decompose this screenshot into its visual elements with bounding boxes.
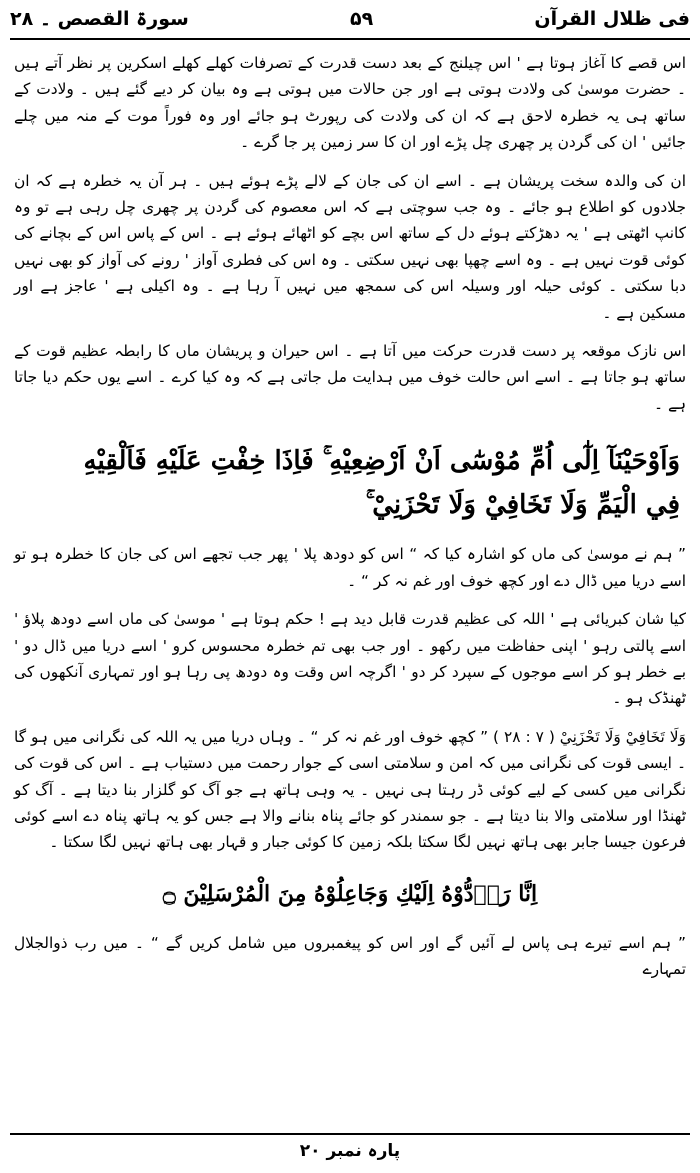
page-number: ۵۹ [350,8,374,30]
page-body [14,50,686,995]
paragraph-2: ان کی والدہ سخت پریشان ہے ۔ اسے ان کی جان کے لالے پڑے ہوئے ہیں ۔ ہر آن یہ خطرہ ہے کہ ان جلادوں کو اطلاع ہو جائے ۔ وہ جب سوچتی ہے کہ اس معصوم کی گردن پر چھری چل رہی ہے تو وہ کانپ اٹھتی ہے ' یہ دھڑکتے ہوئے دل کے ساتھ اس بچے کو اٹھائے ہوئے ہے ۔ اس کے پاس اس کے بچانے کی کوئی قوت نہیں ہے ۔ وہ اسے چھپا بھی نہیں سکتی ۔ وہ اس کی فطری آواز ' رونے کی آواز کو بھی نہیں دبا سکتی ۔ کوئی حیلہ اور وسیلہ اس کی سمجھ میں نہیں آ رہا ہے ۔ وہ اکیلی ہے ' عاجز ہے اور مسکین ہے ۔ [14,171,686,322]
footer-divider [10,1133,690,1135]
paragraph-3: اس نازک موقعہ پر دست قدرت حرکت میں آتا ہے ۔ اس حیران و پریشان ماں کا رابطہ عظیم قوت کے ساتھ ہو جاتا ہے ۔ اسے اس حالت خوف میں ہدایت مل جاتی ہے کہ وہ کیا کرے ۔ اسے یوں حکم دیا جاتا ہے ۔ [14,342,686,413]
surah-info: سورۃ القصص ۔ ۲۸ [10,8,189,30]
paragraph-1: اس قصے کا آغاز ہوتا ہے ' اس چیلنج کے بعد دست قدرت کے تصرفات کھلے کھلے اسکرین پر نظر آتے ہیں ۔ حضرت موسیٰ کی ولادت ہوتی ہے اور جن حالات میں ہوتی ہے وہ بیان کر دیے گئے ہیں ۔ ولادت کے ساتھ ہی یہ خطرہ لاحق ہے کہ ان کی ولادت کی رپورٹ ہو جائے اور وہ فوراً موت کے منہ میں چلے جائیں ' ان کی گردن پر چھری چل پڑے اور ان کا سر زمین پر جا گرے ۔ [14,54,686,152]
verse-1-line-1: وَاَوْحَيْنَآ اِلٰٓى اُمِّ مُوْسٰٓى اَنْ اَرْضِعِيْهِ ۚ فَاِذَا خِفْتِ عَلَيْهِ فَاَلْقِيْهِ [83,446,680,477]
para-label: پارہ نمبر ۲۰ [299,1141,401,1161]
paragraph-4: کیا شان کبریائی ہے ' اللہ کی عظیم قدرت قابل دید ہے ! حکم ہوتا ہے ' موسیٰ کی ماں اسے دودھ پلاؤ ' اسے پالتی رہو ' اپنی حفاظت میں رکھو ۔ اور جب بھی تم خطرہ محسوس کرو ' اسے دریا میں ڈال دو ' بے خطر ہو کر اسے موجوں کے سپرد کر دو ' اگرچہ اس وقت وہ دودھ پی رہا ہو اور تمہاری آنکھوں کی ٹھنڈک ہو ۔ [14,610,686,708]
header-divider [10,38,690,40]
verse-1-line-2: فِي الْيَمِّ وَلَا تَخَافِيْ وَلَا تَحْزَنِيْ ۚ [365,490,680,521]
quran-verse-1 [14,439,680,527]
page-header [10,4,690,34]
translation-1: ” ہم نے موسیٰ کی ماں کو اشارہ کیا کہ “ اس کو دودھ پلا ' پھر جب تجھے اس کی جان کا خطرہ ہو تو اسے دریا میں ڈال دے اور کچھ خوف اور غم نہ کر “ ۔ [14,545,686,590]
paragraph-5: وَلَا تَخَافِيْ وَلَا تَحْزَنِيْ ( ۷ : ۲۸ ) ” کچھ خوف اور غم نہ کر “ ۔ وہاں دریا میں یہ اللہ کی نگرانی میں ہو گا ۔ ایسی قوت کی نگرانی میں کہ امن و سلامتی اسی کے جوار رحمت میں دستیاب ہے ۔ اس کی قوت کی نگرانی میں کسی کے لیے کوئی ڈر رہتا ہی نہیں ۔ یہ وہی ہاتھ ہے جو آگ کو گلزار بنا دیتا ہے ۔ آگ کو ٹھنڈا اور سلامتی والا بنا دیتا ہے ۔ جو سمندر کو جائے پناہ بنانے والا ہے جس کو یہ ہاتھ پناہ دے اسے کوئی فرعون جیسا جابر بھی ہاتھ نہیں لگا سکتا بلکہ زمین کا کوئی جبار و قہار بھی ہاتھ نہیں لگا سکتا ۔ [14,727,686,852]
quran-verse-2: اِنَّا رَاۗدُّوْهُ اِلَيْكِ وَجَاعِلُوْهُ مِنَ الْمُرْسَلِيْنَ ۝ [162,880,538,907]
book-title: فی ظلال القرآن [534,8,690,30]
translation-2: ” ہم اسے تیرے ہی پاس لے آئیں گے اور اس کو پیغمبروں میں شامل کریں گے “ ۔ میں رب ذوالجلال تمہارے [14,933,686,979]
